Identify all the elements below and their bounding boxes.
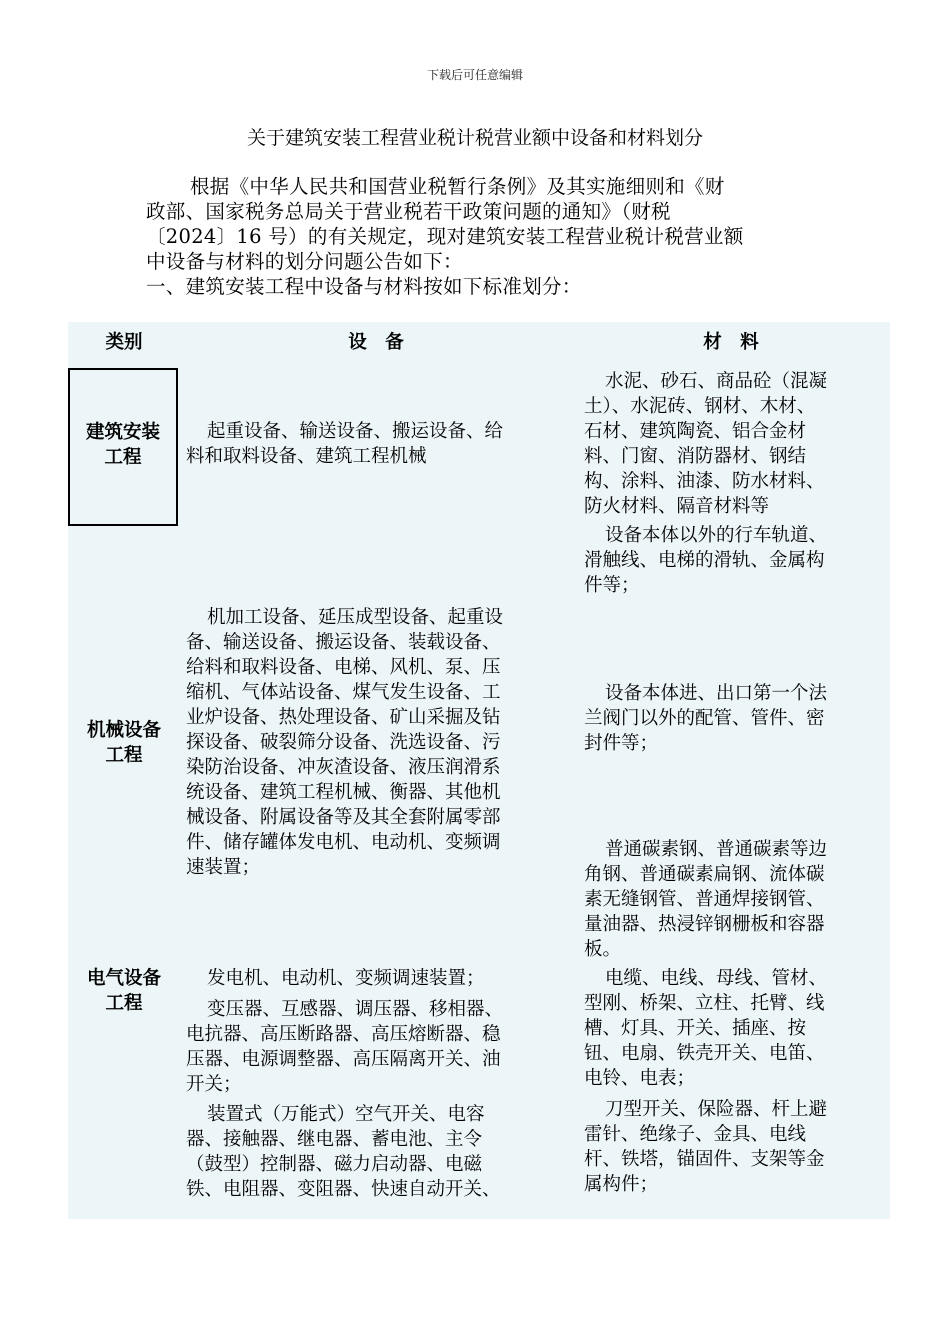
material-line: 杆、铁塔，锚固件、支架等金 (584, 1149, 825, 1170)
material-line: 量油器、热浸锌钢栅板和容器 (584, 914, 825, 935)
intro-line: 〔2024〕16 号）的有关规定，现对建筑安装工程营业税计税营业额 (146, 225, 744, 248)
material-line: 水泥、砂石、商品砼（混凝 (605, 371, 828, 392)
equipment-line: 业炉设备、热处理设备、矿山采掘及钻 (186, 707, 501, 728)
category-line: 机械设备 (86, 720, 161, 741)
equipment-line: 器、接触器、继电器、蓄电池、主令 (186, 1129, 483, 1150)
material-line: 封件等； (584, 733, 659, 754)
material-line: 电缆、电线、母线、管材、 (605, 968, 828, 989)
equipment-line: 械设备、附属设备等及其全套附属零部 (186, 807, 501, 828)
material-line: 兰阀门以外的配管、管件、密 (584, 708, 825, 729)
material-line: 角钢、普通碳素扁钢、流体碳 (584, 864, 825, 885)
intro-line: 中设备与材料的划分问题公告如下： (146, 250, 463, 273)
category-line: 工程 (105, 993, 143, 1014)
equipment-line: 铁、电阻器、变阻器、快速自动开关、 (186, 1179, 501, 1200)
header-material: 材 料 (703, 332, 759, 353)
material-line: 属构件； (584, 1174, 659, 1195)
intro-paragraph (146, 174, 816, 299)
material-line: 普通碳素钢、普通碳素等边 (605, 839, 828, 860)
equipment-line: 机加工设备、延压成型设备、起重设 (207, 607, 504, 628)
material-line: 石材、建筑陶瓷、铝合金材 (584, 421, 807, 442)
equipment-line: 染防治设备、冲灰渣设备、液压润滑系 (186, 757, 501, 778)
equipment-mechanical (186, 605, 570, 880)
material-line: 电铃、电表； (584, 1068, 696, 1089)
material-line: 滑触线、电梯的滑轨、金属构 (584, 550, 825, 571)
intro-line: 根据《中华人民共和国营业税暂行条例》及其实施细则和《财 (190, 175, 725, 198)
equipment-line: 装置式（万能式）空气开关、电容 (207, 1104, 485, 1125)
material-line: 防火材料、隔音材料等 (584, 496, 770, 517)
header-category: 类别 (105, 332, 143, 353)
material-line: 板。 (584, 939, 622, 960)
intro-line: 一、建筑安装工程中设备与材料按如下标准划分： (146, 275, 582, 298)
equipment-line: 压器、电源调整器、高压隔离开关、油 (186, 1049, 501, 1070)
category-electrical (68, 966, 180, 1016)
material-mechanical-a (584, 523, 884, 598)
equipment-construction (186, 419, 570, 469)
equipment-line: 缩机、气体站设备、煤气发生设备、工 (186, 682, 501, 703)
material-line: 雷针、绝缘子、金具、电线 (584, 1124, 807, 1145)
category-line: 电气设备 (86, 968, 161, 989)
header-equipment: 设 备 (348, 332, 404, 353)
equipment-line: （鼓型）控制器、磁力启动器、电磁 (186, 1154, 483, 1175)
material-construction (584, 369, 884, 519)
equipment-line: 电抗器、高压断路器、高压熔断器、稳 (186, 1024, 501, 1045)
equipment-line: 速装置； (186, 857, 261, 878)
equipment-line: 统设备、建筑工程机械、衡器、其他机 (186, 782, 501, 803)
equipment-line: 变压器、互感器、调压器、移相器、 (207, 999, 504, 1020)
intro-line: 政部、国家税务总局关于营业税若干政策问题的通知》（财税 (146, 200, 671, 223)
material-electrical-b (584, 1097, 884, 1197)
category-mechanical (68, 718, 180, 768)
equipment-line: 起重设备、输送设备、搬运设备、给 (207, 421, 504, 442)
equipment-material-table (68, 322, 890, 1219)
equipment-electrical-c (186, 1102, 570, 1202)
equipment-line: 给料和取料设备、电梯、风机、泵、压 (186, 657, 501, 678)
material-line: 设备本体进、出口第一个法 (605, 683, 828, 704)
material-line: 料、门窗、消防器材、钢结 (584, 446, 807, 467)
document-title: 关于建筑安装工程营业税计税营业额中设备和材料划分 (246, 127, 703, 149)
material-line: 槽、灯具、开关、插座、按 (584, 1018, 807, 1039)
equipment-line: 开关； (186, 1074, 242, 1095)
material-line: 型刚、桥架、立柱、托臂、线 (584, 993, 825, 1014)
equipment-line: 件、储存罐体发电机、电动机、变频调 (186, 832, 501, 853)
material-mechanical-c (584, 837, 884, 962)
category-construction (68, 368, 178, 526)
material-mechanical-b (584, 681, 884, 756)
material-electrical-a (584, 966, 884, 1091)
equipment-electrical-b (186, 997, 570, 1097)
material-line: 素无缝钢管、普通焊接钢管、 (584, 889, 825, 910)
equipment-line: 发电机、电动机、变频调速装置； (207, 968, 485, 989)
category-line: 建筑安装 (85, 422, 160, 443)
material-line: 土）、水泥砖、钢材、木材、 (584, 396, 816, 417)
category-line: 工程 (104, 447, 142, 468)
material-line: 钮、电扇、铁壳开关、电笛、 (584, 1043, 825, 1064)
header-note: 下载后可任意编辑 (426, 68, 523, 82)
equipment-electrical-a (186, 966, 570, 991)
equipment-line: 探设备、破裂筛分设备、洗选设备、污 (186, 732, 501, 753)
material-line: 件等； (584, 575, 640, 596)
material-line: 刀型开关、保险器、杆上避 (605, 1099, 828, 1120)
equipment-line: 料和取料设备、建筑工程机械 (186, 446, 427, 467)
category-line: 工程 (105, 745, 143, 766)
material-line: 设备本体以外的行车轨道、 (605, 525, 828, 546)
equipment-line: 备、输送设备、搬运设备、装载设备、 (186, 632, 501, 653)
material-line: 构、涂料、油漆、防水材料、 (584, 471, 825, 492)
